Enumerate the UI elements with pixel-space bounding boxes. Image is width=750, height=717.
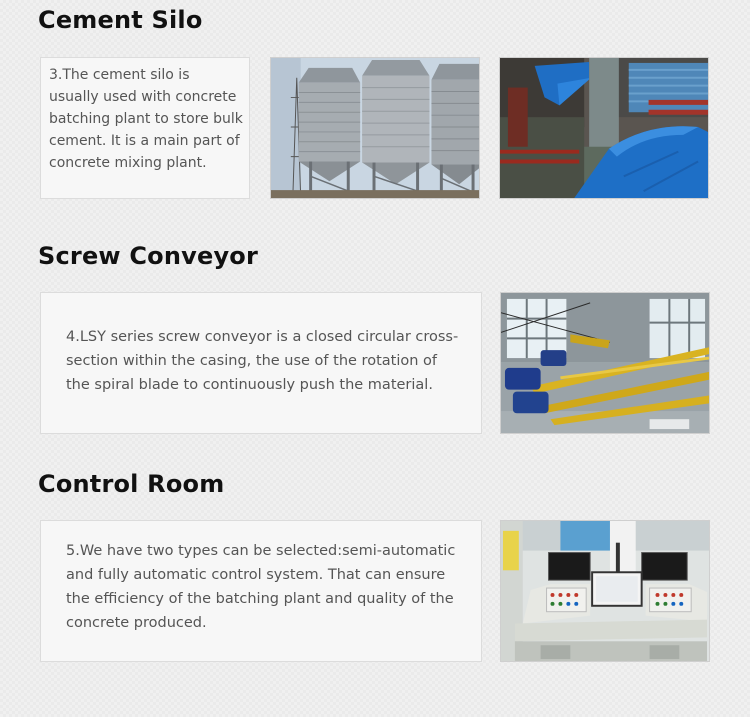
cement-silo-description-box xyxy=(40,57,250,199)
screw-conveyor-description-box xyxy=(40,292,482,434)
control-room-description-box xyxy=(40,520,482,662)
screw-conveyor-photo xyxy=(500,292,710,434)
section-title-screw-conveyor: Screw Conveyor xyxy=(38,242,259,270)
section-title-control-room: Control Room xyxy=(38,470,225,498)
control-room-photo xyxy=(500,520,710,662)
cement-silo-photo xyxy=(270,57,480,199)
cement-silo-description: 3.The cement silo is usually used with concrete batching plant to store bulk cement. It is a main part of concrete mixing plant. xyxy=(49,67,243,171)
screw-conveyor-description: 4.LSY series screw conveyor is a closed circular cross-section within the casing, the use of the rotation of the spiral blade to continuously push the material. xyxy=(66,329,459,393)
silo-parts-photo xyxy=(499,57,709,199)
control-room-description: 5.We have two types can be selected:semi-automatic and fully automatic control system. That can ensure the efficiency of the batching plant and quality of the concrete produced. xyxy=(66,543,456,631)
section-title-cement-silo: Cement Silo xyxy=(38,6,203,34)
